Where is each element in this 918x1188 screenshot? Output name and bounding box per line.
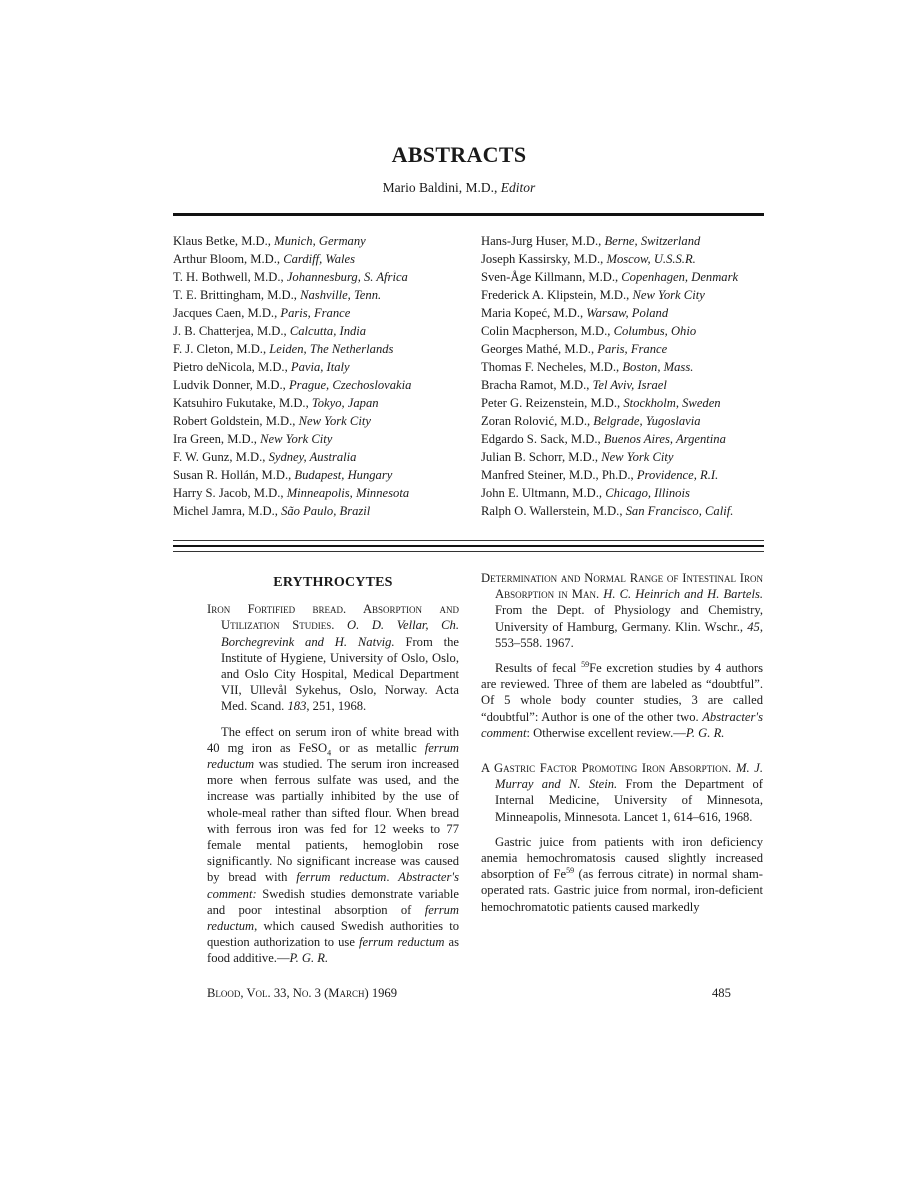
editor-entry <box>173 358 411 376</box>
editor-location: Sydney, Australia <box>268 450 357 464</box>
term: ferrum reductum <box>207 740 459 772</box>
abstract-source: From the Department of Internal Medicine, University of Minnesota, Minneapolis, Minnesota. Lancet 1, 614–616, 1968. <box>495 777 763 824</box>
page-number: 485 <box>712 986 731 1000</box>
editor-name: Pietro deNicola, M.D., <box>173 360 291 374</box>
editor-location: Paris, France <box>280 306 351 320</box>
editor-name: Robert Goldstein, M.D., <box>173 414 299 428</box>
editor-name: Klaus Betke, M.D., <box>173 234 275 248</box>
abstract-citation <box>481 570 763 651</box>
editor-line <box>0 180 918 196</box>
editor-name: Hans-Jurg Huser, M.D., <box>481 234 605 248</box>
editor-location: Paris, France <box>597 342 668 356</box>
editors-list-right <box>481 232 738 520</box>
editor-location: Warsaw, Poland <box>586 306 669 320</box>
abstract-authors: M. J. Murray and N. Stein. <box>495 761 763 792</box>
editor-entry <box>173 250 411 268</box>
body-text: Fe excretion studies by 4 authors are reviewed. Three of them are labeled as “doubtful”. Of 5 whole body counter studies, 3 are called “doubtful”: Author is one of the other two. <box>481 661 763 724</box>
editor-name: Joseph Kassirsky, M.D., <box>481 252 607 266</box>
editor-location: Johannesburg, S. Africa <box>286 270 408 284</box>
abstract-source-pages: , 251, 1968. <box>306 699 367 714</box>
abstract-source-pages: , 553–558. 1967. <box>495 619 763 650</box>
body-text: : Otherwise excellent review.— <box>526 725 686 740</box>
editor-location: São Paulo, Brazil <box>281 504 371 518</box>
editor-name: Mario Baldini, M.D., <box>382 180 501 195</box>
editor-entry <box>481 250 738 268</box>
editor-entry <box>173 484 411 502</box>
editor-location: San Francisco, Calif. <box>625 504 734 518</box>
editor-entry <box>481 502 738 520</box>
abstract-body <box>481 834 763 915</box>
editor-entry <box>173 448 411 466</box>
editor-name: Ira Green, M.D., <box>173 432 261 446</box>
editor-location: Tel Aviv, Israel <box>592 378 667 392</box>
editor-location: Calcutta, India <box>289 324 367 338</box>
editor-entry <box>481 394 738 412</box>
body-text: was studied. The serum iron increased more when ferrous sulfate was used, and the increase was partially inhibited by the use of whole-meal rather than sifted flour. When bread with ferrous iron was fed for 12 weeks to 77 female mental patients, hemoglobin rose significantly. No significant increase was caused by bread with <box>207 757 459 885</box>
abstract-citation <box>207 601 459 714</box>
abstract-authors: O. D. Vellar, Ch. Borchegrevink and H. Natvig. <box>221 618 459 649</box>
editor-location: Providence, R.I. <box>636 468 719 482</box>
section-rule-thin-bottom <box>173 551 764 552</box>
editor-name: Edgardo S. Sack, M.D., <box>481 432 604 446</box>
editor-location: Copenhagen, Denmark <box>621 270 739 284</box>
journal-footer: Blood, Vol. 33, No. 3 (March) 1969 <box>207 986 398 1000</box>
abstract-body <box>207 724 459 967</box>
editor-location: Leiden, The Netherlands <box>269 342 394 356</box>
editor-entry <box>481 412 738 430</box>
editor-location: Columbus, Ohio <box>613 324 697 338</box>
editor-name: F. J. Cleton, M.D., <box>173 342 270 356</box>
body-text: The effect on serum iron of white bread with 40 mg iron as FeSO <box>207 724 459 755</box>
editor-name: Zoran Rolović, M.D., <box>481 414 594 428</box>
body-text: Results of fecal <box>495 661 582 676</box>
editor-entry <box>173 430 411 448</box>
editor-location: Boston, Mass. <box>622 360 694 374</box>
subscript: 4 <box>327 748 332 758</box>
section-rule-thin-top <box>173 540 764 541</box>
body-text: as food additive.— <box>207 935 459 966</box>
superscript: 59 <box>581 659 590 669</box>
editor-entry <box>481 232 738 250</box>
comment-label: Abstracter's comment <box>481 709 763 740</box>
editor-name: Susan R. Hollán, M.D., <box>173 468 295 482</box>
editor-entry <box>173 394 411 412</box>
left-column <box>207 575 459 976</box>
abstract-authors: H. C. Heinrich and H. Bartels. <box>603 587 763 602</box>
editor-location: Berne, Switzerland <box>604 234 701 248</box>
section-heading: ERYTHROCYTES <box>273 575 393 590</box>
editor-name: Peter G. Reizenstein, M.D., <box>481 396 624 410</box>
editor-entry <box>173 268 411 286</box>
editor-name: Jacques Caen, M.D., <box>173 306 281 320</box>
editor-location: Stockholm, Sweden <box>623 396 721 410</box>
editor-entry <box>481 322 738 340</box>
body-text: , which caused Swedish authorities to question authorization to use <box>207 919 459 950</box>
editor-entry <box>173 304 411 322</box>
body-text: Gastric juice from patients with iron deficiency anemia hemochromatosis caused slightly increased absorption of Fe <box>481 834 763 882</box>
editor-name: John E. Ultmann, M.D., <box>481 486 606 500</box>
editor-role: Editor <box>500 180 536 195</box>
editor-name: Arthur Bloom, M.D., <box>173 252 284 266</box>
right-column <box>481 570 763 924</box>
editor-location: Tokyo, Japan <box>311 396 379 410</box>
editor-name: Georges Mathé, M.D., <box>481 342 598 356</box>
editor-name: T. H. Bothwell, M.D., <box>173 270 287 284</box>
body-text: Swedish studies demonstrate variable and poor intestinal absorption of <box>207 886 459 917</box>
editors-list-left <box>173 232 411 520</box>
abstract-source: From the Institute of Hygiene, University of Oslo, Oslo, and Oslo City Hospital, Medical Department VII, Ullevål Sykehus, Oslo, Norway. Acta Med. Scand. <box>221 634 459 714</box>
editor-location: Nashville, Tenn. <box>300 288 382 302</box>
editor-entry <box>173 412 411 430</box>
abstract-source: From the Dept. of Physiology and Chemistry, University of Hamburg, Germany. Klin. Wschr., <box>495 603 763 634</box>
editor-entry <box>481 340 738 358</box>
signature: P. G. R. <box>685 725 725 740</box>
editor-location: Minneapolis, Minnesota <box>286 486 410 500</box>
editor-location: Belgrade, Yugoslavia <box>593 414 701 428</box>
editor-entry <box>481 466 738 484</box>
editor-name: J. B. Chatterjea, M.D., <box>173 324 290 338</box>
abstract-title: A Gastric Factor Promoting Iron Absorption. <box>481 761 736 776</box>
editor-name: Ludvik Donner, M.D., <box>173 378 289 392</box>
editor-entry <box>481 268 738 286</box>
abstract-title: Determination and Normal Range of Intestinal Iron Absorption in Man. <box>481 571 763 602</box>
editor-name: Ralph O. Wallerstein, M.D., <box>481 504 626 518</box>
editor-name: Maria Kopeć, M.D., <box>481 306 587 320</box>
editor-name: Colin Macpherson, M.D., <box>481 324 614 338</box>
editor-name: Katsuhiro Fukutake, M.D., <box>173 396 312 410</box>
editor-location: Cardiff, Wales <box>283 252 356 266</box>
editor-name: Sven-Åge Killmann, M.D., <box>481 270 622 284</box>
editor-name: Harry S. Jacob, M.D., <box>173 486 287 500</box>
abstract-volume: 183 <box>287 699 307 714</box>
editor-name: Michel Jamra, M.D., <box>173 504 282 518</box>
term: ferrum reductum <box>296 870 387 885</box>
editor-name: Frederick A. Klipstein, M.D., <box>481 288 633 302</box>
editor-entry <box>481 376 738 394</box>
editor-name: Manfred Steiner, M.D., Ph.D., <box>481 468 637 482</box>
editor-entry <box>481 358 738 376</box>
editor-location: New York City <box>601 450 674 464</box>
editor-location: Budapest, Hungary <box>294 468 393 482</box>
body-text: . <box>386 870 399 885</box>
abstract-title: Iron Fortified bread. Absorption and Utilization Studies. <box>207 602 459 633</box>
section-rule-thick <box>173 545 764 547</box>
abstract-citation <box>481 760 763 825</box>
editor-entry <box>173 340 411 358</box>
editor-location: New York City <box>632 288 705 302</box>
body-text: or as metallic <box>331 740 425 755</box>
signature: P. G. R. <box>289 951 329 966</box>
editor-name: Thomas F. Necheles, M.D., <box>481 360 623 374</box>
editor-entry <box>173 376 411 394</box>
page-title: ABSTRACTS <box>391 142 527 167</box>
editor-location: New York City <box>260 432 333 446</box>
header-rule <box>173 213 764 216</box>
editor-entry <box>173 466 411 484</box>
editor-entry <box>481 304 738 322</box>
editor-entry <box>173 502 411 520</box>
editor-location: New York City <box>298 414 371 428</box>
editor-entry <box>481 430 738 448</box>
editor-entry <box>481 448 738 466</box>
term: ferrum reductum <box>358 935 445 950</box>
editor-name: T. E. Brittingham, M.D., <box>173 288 301 302</box>
editor-location: Munich, Germany <box>274 234 366 248</box>
editor-location: Moscow, U.S.S.R. <box>606 252 696 266</box>
editor-entry <box>173 232 411 250</box>
editor-entry <box>173 322 411 340</box>
body-text: (as ferrous citrate) in normal sham-operated rats. Gastric juice from normal, iron-deficient hemochromatotic patients caused markedly <box>481 867 763 914</box>
editor-entry <box>173 286 411 304</box>
superscript: 59 <box>566 866 575 876</box>
editor-location: Buenos Aires, Argentina <box>603 432 726 446</box>
editor-name: Bracha Ramot, M.D., <box>481 378 593 392</box>
abstract-body <box>481 660 763 741</box>
term: ferrum reductum <box>207 902 459 934</box>
editor-name: F. W. Gunz, M.D., <box>173 450 269 464</box>
editor-entry <box>481 484 738 502</box>
editor-name: Julian B. Schorr, M.D., <box>481 450 602 464</box>
editor-entry <box>481 286 738 304</box>
editor-location: Pavia, Italy <box>290 360 350 374</box>
comment-label: Abstracter's comment: <box>207 870 460 901</box>
editor-location: Prague, Czechoslovakia <box>288 378 412 392</box>
editor-location: Chicago, Illinois <box>605 486 690 500</box>
abstract-volume: 45 <box>747 619 760 634</box>
